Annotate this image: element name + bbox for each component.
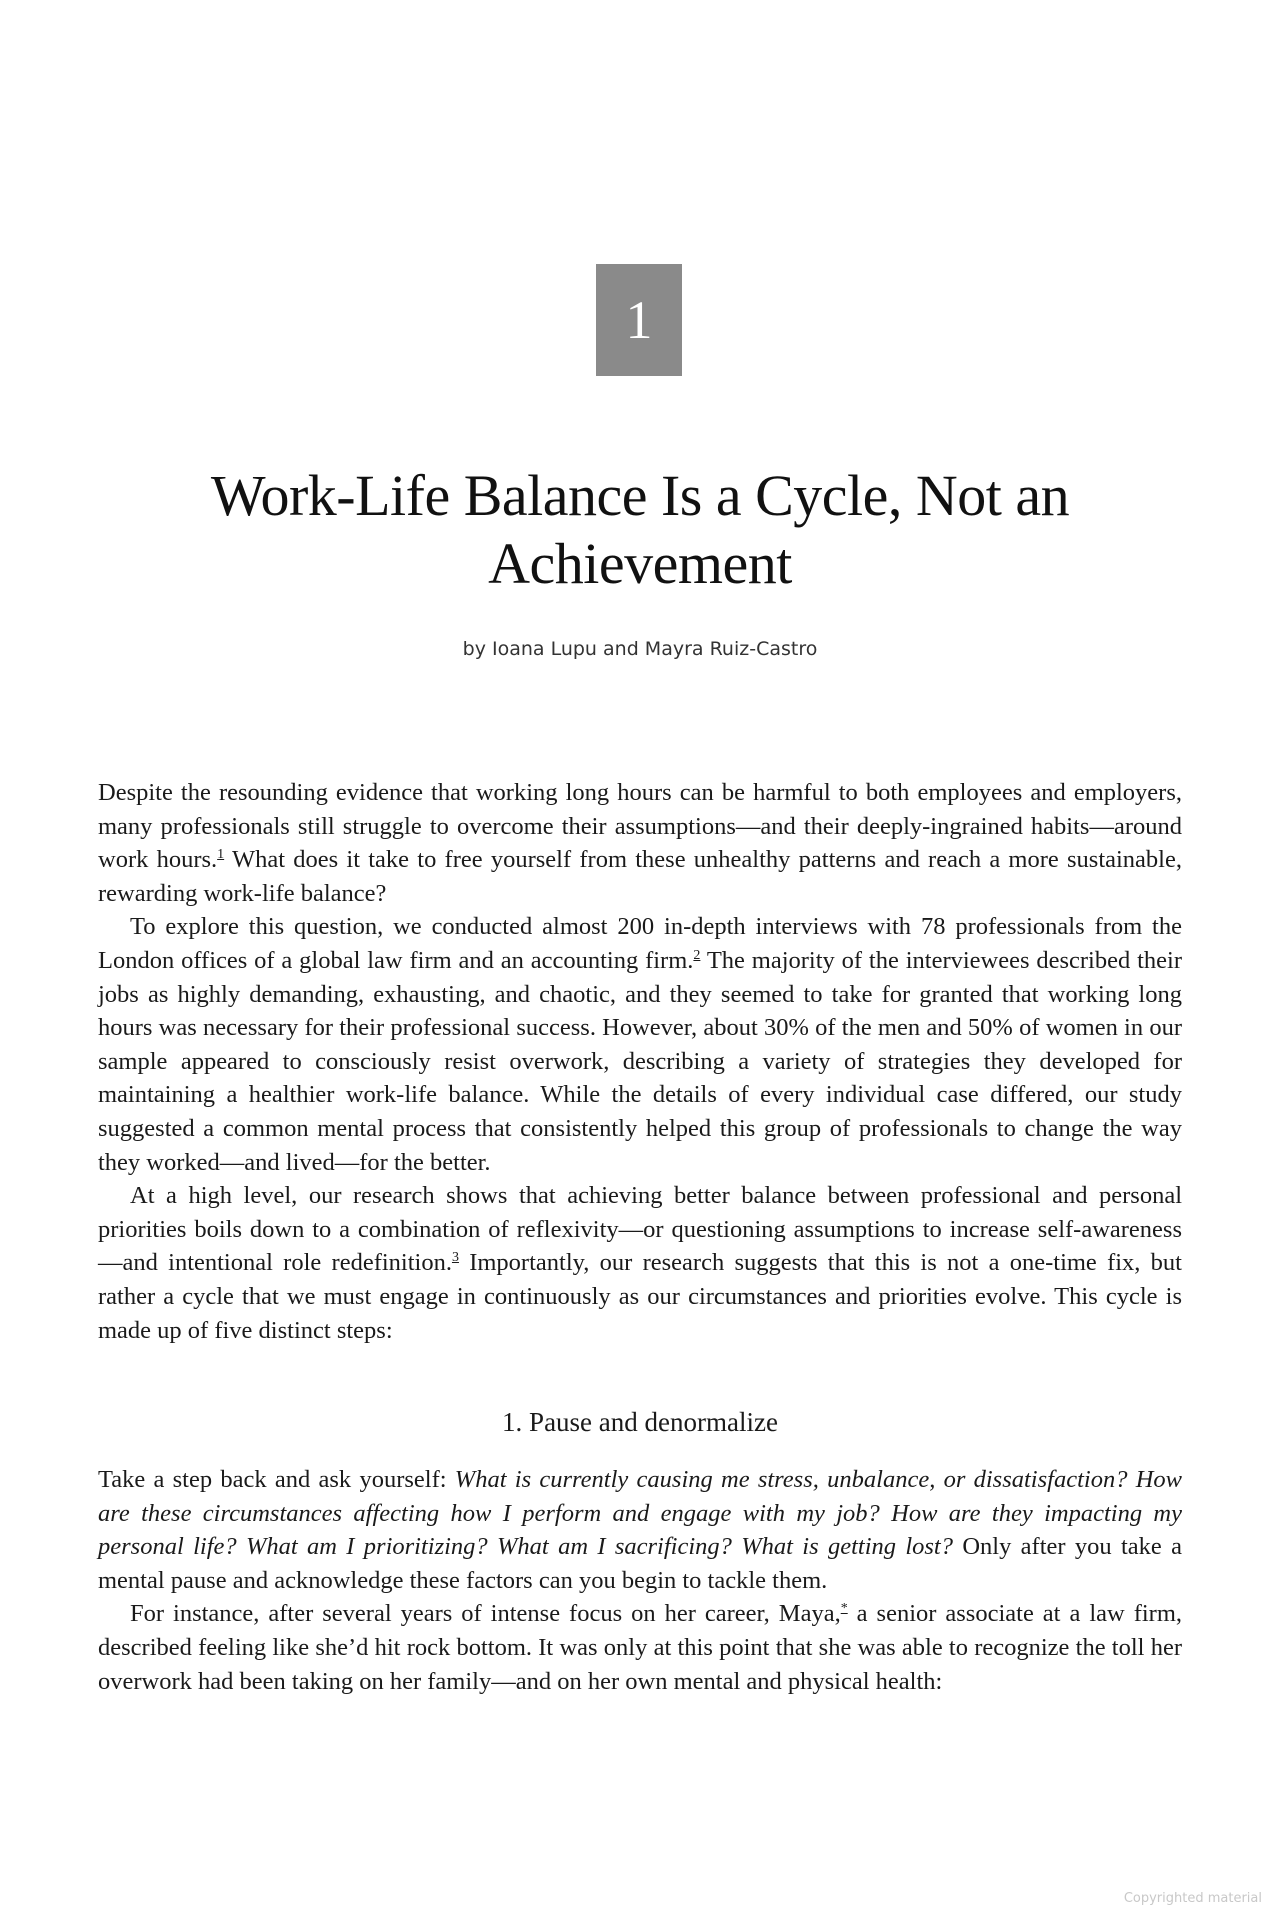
reflection-questions: What is currently causing me stress, unbalance, or dissatisfaction? How are these circumstances affecting how I perform and engage with my job? How are they impacting my personal life? What am I prioritizing? What am I sacrificing? What is getting lost? <box>98 1466 1182 1561</box>
paragraph-text: Only after you take a mental pause and acknowledge these factors can you begin to tackle them. <box>98 1533 1182 1594</box>
footnote-ref-link[interactable]: 3 <box>451 1250 459 1266</box>
paragraph <box>98 910 1182 1179</box>
copyright-watermark: Copyrighted material <box>1123 1891 1262 1906</box>
paragraph-text: At a high level, our research shows that achieving better balance between professional and personal priorities boils down to a combination of reflexivity—or questioning assumptions to increase self-awareness—and intentional role redefinition. <box>98 1182 1182 1277</box>
paragraph-text: What does it take to free yourself from these unhealthy patterns and reach a more sustainable, rewarding work-life balance? <box>98 846 1182 907</box>
paragraph <box>98 1597 1182 1698</box>
paragraph-text: The majority of the interviewees described their jobs as highly demanding, exhausting, and chaotic, and they seemed to take for granted that working long hours was necessary for their professional success. However, about 30% of the men and 50% of women in our sample appeared to consciously resist overwork, describing a variety of strategies they developed for maintaining a healthier work-life balance. While the details of every individual case differed, our study suggested a common mental process that consistently helped this group of professionals to change the way they worked—and lived—for the better. <box>98 946 1182 1176</box>
paragraph-text: a senior associate at a law firm, described feeling like she’d hit rock bottom. It was only at this point that she was able to recognize the toll her overwork had been taking on her family—and on her own mental and physical health: <box>98 1600 1182 1695</box>
footnote-ref-link[interactable]: 1 <box>217 847 225 863</box>
paragraph-text: Importantly, our research suggests that this is not a one-time fix, but rather a cycle that we must engage in continuously as our circumstances and priorities evolve. This cycle is made up of five distinct steps: <box>98 1249 1182 1344</box>
paragraph-text: To explore this question, we conducted almost 200 in-depth interviews with 78 professionals from the London offices of a global law firm and an accounting firm. <box>98 913 1182 974</box>
paragraph <box>98 1179 1182 1347</box>
paragraph <box>98 776 1182 910</box>
chapter-title: Work-Life Balance Is a Cycle, Not an Achievement <box>210 463 1070 596</box>
footnote-ref-link[interactable]: 2 <box>693 947 701 963</box>
byline: by Ioana Lupu and Mayra Ruiz-Castro <box>462 638 818 660</box>
section-heading: 1. Pause and denormalize <box>502 1407 778 1438</box>
paragraph-text: Despite the resounding evidence that working long hours can be harmful to both employees and employers, many professionals still struggle to overcome their assumptions—and their deeply-ingrained habits—around work hours. <box>98 779 1182 874</box>
paragraph-text: For instance, after several years of intense focus on her career, Maya, <box>130 1600 841 1628</box>
chapter-number-badge <box>596 264 682 376</box>
article-body <box>98 776 1182 1698</box>
chapter-number: 1 <box>625 290 653 350</box>
paragraph <box>98 1463 1182 1597</box>
footnote-ref-link[interactable]: * <box>840 1601 848 1617</box>
paragraph-text: Take a step back and ask yourself: <box>98 1466 455 1494</box>
